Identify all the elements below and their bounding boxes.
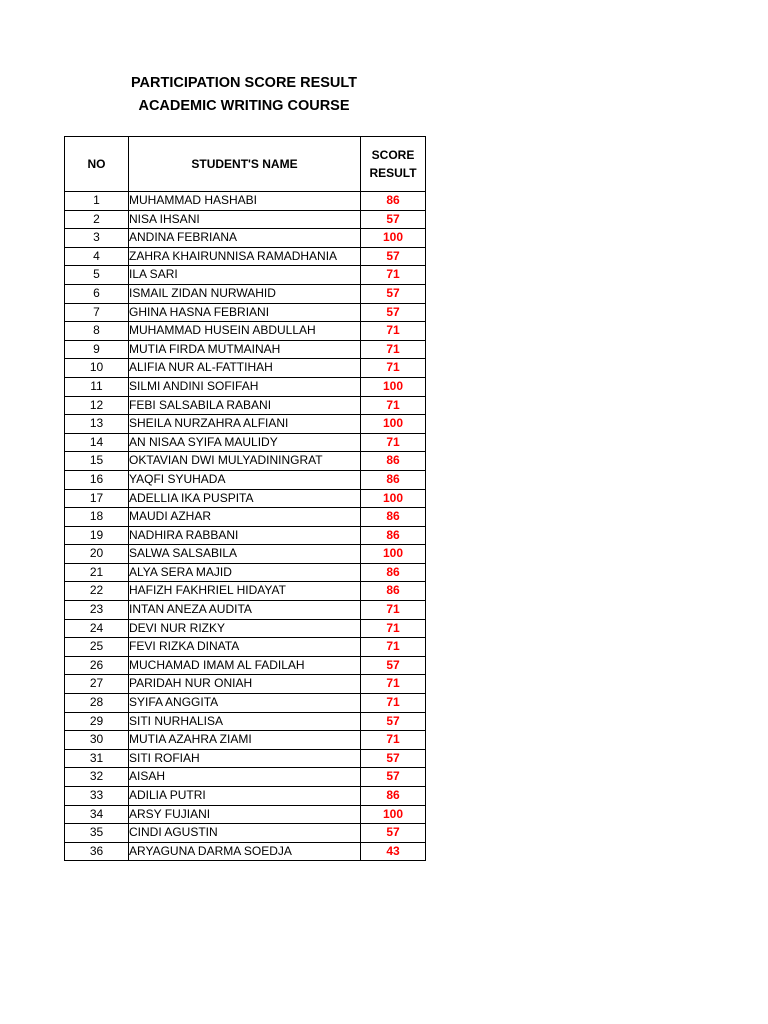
score-result: 86 — [361, 452, 426, 471]
table-row — [65, 563, 426, 582]
row-number: 20 — [65, 545, 129, 564]
score-result: 86 — [361, 563, 426, 582]
row-number: 17 — [65, 489, 129, 508]
table-row — [65, 656, 426, 675]
row-number: 13 — [65, 415, 129, 434]
score-result: 71 — [361, 694, 426, 713]
student-name: MUHAMMAD HUSEIN ABDULLAH — [129, 322, 361, 341]
score-result: 100 — [361, 415, 426, 434]
student-name: ALYA SERA MAJID — [129, 563, 361, 582]
table-row — [65, 229, 426, 248]
table-row — [65, 396, 426, 415]
score-result: 100 — [361, 377, 426, 396]
student-name: NISA IHSANI — [129, 210, 361, 229]
row-number: 36 — [65, 842, 129, 861]
column-header-score — [361, 137, 426, 192]
row-number: 35 — [65, 824, 129, 843]
column-header-name: STUDENT'S NAME — [129, 137, 361, 192]
student-name: OKTAVIAN DWI MULYADININGRAT — [129, 452, 361, 471]
student-name: ADILIA PUTRI — [129, 787, 361, 806]
score-result: 57 — [361, 712, 426, 731]
student-name: DEVI NUR RIZKY — [129, 619, 361, 638]
score-result: 57 — [361, 768, 426, 787]
score-result: 57 — [361, 749, 426, 768]
table-row — [65, 247, 426, 266]
student-name: INTAN ANEZA AUDITA — [129, 601, 361, 620]
page-subtitle: ACADEMIC WRITING COURSE — [138, 98, 350, 114]
score-result: 71 — [361, 601, 426, 620]
table-row — [65, 377, 426, 396]
student-name: NADHIRA RABBANI — [129, 526, 361, 545]
score-result: 86 — [361, 470, 426, 489]
row-number: 19 — [65, 526, 129, 545]
table-row — [65, 489, 426, 508]
table-row — [65, 694, 426, 713]
row-number: 34 — [65, 805, 129, 824]
row-number: 9 — [65, 340, 129, 359]
score-result: 43 — [361, 842, 426, 861]
table-row — [65, 638, 426, 657]
score-table — [64, 136, 426, 861]
column-header-score-line2: RESULT — [369, 166, 417, 180]
student-name: AN NISAA SYIFA MAULIDY — [129, 433, 361, 452]
score-result: 86 — [361, 526, 426, 545]
score-result: 71 — [361, 638, 426, 657]
score-result: 57 — [361, 284, 426, 303]
score-result: 71 — [361, 340, 426, 359]
score-result: 71 — [361, 675, 426, 694]
row-number: 8 — [65, 322, 129, 341]
table-row — [65, 749, 426, 768]
table-row — [65, 210, 426, 229]
table-row — [65, 284, 426, 303]
table-row — [65, 508, 426, 527]
row-number: 30 — [65, 731, 129, 750]
score-result: 86 — [361, 582, 426, 601]
student-name: SILMI ANDINI SOFIFAH — [129, 377, 361, 396]
table-row — [65, 526, 426, 545]
table-header-row — [65, 137, 426, 192]
row-number: 10 — [65, 359, 129, 378]
table-row — [65, 805, 426, 824]
row-number: 2 — [65, 210, 129, 229]
table-row — [65, 303, 426, 322]
row-number: 23 — [65, 601, 129, 620]
score-result: 57 — [361, 210, 426, 229]
score-result: 86 — [361, 787, 426, 806]
student-name: FEBI SALSABILA RABANI — [129, 396, 361, 415]
student-name: ZAHRA KHAIRUNNISA RAMADHANIA — [129, 247, 361, 266]
score-result: 100 — [361, 545, 426, 564]
score-result: 57 — [361, 656, 426, 675]
table-row — [65, 824, 426, 843]
table-row — [65, 433, 426, 452]
row-number: 33 — [65, 787, 129, 806]
row-number: 24 — [65, 619, 129, 638]
student-name: AISAH — [129, 768, 361, 787]
score-result: 71 — [361, 359, 426, 378]
score-result: 100 — [361, 489, 426, 508]
student-name: ANDINA FEBRIANA — [129, 229, 361, 248]
table-body — [65, 192, 426, 861]
row-number: 25 — [65, 638, 129, 657]
row-number: 28 — [65, 694, 129, 713]
row-number: 32 — [65, 768, 129, 787]
table-row — [65, 601, 426, 620]
row-number: 21 — [65, 563, 129, 582]
table-row — [65, 675, 426, 694]
student-name: FEVI RIZKA DINATA — [129, 638, 361, 657]
score-result: 86 — [361, 192, 426, 211]
score-result: 71 — [361, 619, 426, 638]
score-result: 100 — [361, 229, 426, 248]
student-name: MAUDI AZHAR — [129, 508, 361, 527]
score-result: 57 — [361, 247, 426, 266]
table-row — [65, 340, 426, 359]
row-number: 22 — [65, 582, 129, 601]
table-row — [65, 842, 426, 861]
score-result: 57 — [361, 303, 426, 322]
student-name: HAFIZH FAKHRIEL HIDAYAT — [129, 582, 361, 601]
student-name: MUCHAMAD IMAM AL FADILAH — [129, 656, 361, 675]
student-name: MUTIA AZAHRA ZIAMI — [129, 731, 361, 750]
row-number: 6 — [65, 284, 129, 303]
score-result: 100 — [361, 805, 426, 824]
table-row — [65, 545, 426, 564]
score-result: 86 — [361, 508, 426, 527]
student-name: GHINA HASNA FEBRIANI — [129, 303, 361, 322]
table-row — [65, 359, 426, 378]
score-result: 71 — [361, 433, 426, 452]
student-name: SHEILA NURZAHRA ALFIANI — [129, 415, 361, 434]
table-row — [65, 322, 426, 341]
row-number: 11 — [65, 377, 129, 396]
student-name: SYIFA ANGGITA — [129, 694, 361, 713]
table-row — [65, 470, 426, 489]
row-number: 26 — [65, 656, 129, 675]
table-row — [65, 192, 426, 211]
row-number: 4 — [65, 247, 129, 266]
page-title: PARTICIPATION SCORE RESULT — [130, 75, 358, 91]
table-row — [65, 731, 426, 750]
row-number: 18 — [65, 508, 129, 527]
student-name: ADELLIA IKA PUSPITA — [129, 489, 361, 508]
student-name: ISMAIL ZIDAN NURWAHID — [129, 284, 361, 303]
table-row — [65, 712, 426, 731]
row-number: 15 — [65, 452, 129, 471]
student-name: SALWA SALSABILA — [129, 545, 361, 564]
table-row — [65, 768, 426, 787]
student-name: ARSY FUJIANI — [129, 805, 361, 824]
row-number: 16 — [65, 470, 129, 489]
row-number: 29 — [65, 712, 129, 731]
table-row — [65, 582, 426, 601]
student-name: ILA SARI — [129, 266, 361, 285]
table-row — [65, 415, 426, 434]
row-number: 12 — [65, 396, 129, 415]
row-number: 7 — [65, 303, 129, 322]
row-number: 5 — [65, 266, 129, 285]
score-result: 57 — [361, 824, 426, 843]
row-number: 1 — [65, 192, 129, 211]
student-name: ALIFIA NUR AL-FATTIHAH — [129, 359, 361, 378]
score-result: 71 — [361, 266, 426, 285]
column-header-no: NO — [65, 137, 129, 192]
row-number: 31 — [65, 749, 129, 768]
student-name: SITI NURHALISA — [129, 712, 361, 731]
table-row — [65, 787, 426, 806]
table-row — [65, 266, 426, 285]
row-number: 3 — [65, 229, 129, 248]
student-name: MUHAMMAD HASHABI — [129, 192, 361, 211]
student-name: PARIDAH NUR ONIAH — [129, 675, 361, 694]
row-number: 14 — [65, 433, 129, 452]
student-name: ARYAGUNA DARMA SOEDJA — [129, 842, 361, 861]
table-row — [65, 619, 426, 638]
score-result: 71 — [361, 396, 426, 415]
student-name: SITI ROFIAH — [129, 749, 361, 768]
student-name: YAQFI SYUHADA — [129, 470, 361, 489]
student-name: MUTIA FIRDA MUTMAINAH — [129, 340, 361, 359]
score-result: 71 — [361, 322, 426, 341]
column-header-score-line1: SCORE — [371, 148, 415, 162]
table-row — [65, 452, 426, 471]
row-number: 27 — [65, 675, 129, 694]
score-result: 71 — [361, 731, 426, 750]
student-name: CINDI AGUSTIN — [129, 824, 361, 843]
